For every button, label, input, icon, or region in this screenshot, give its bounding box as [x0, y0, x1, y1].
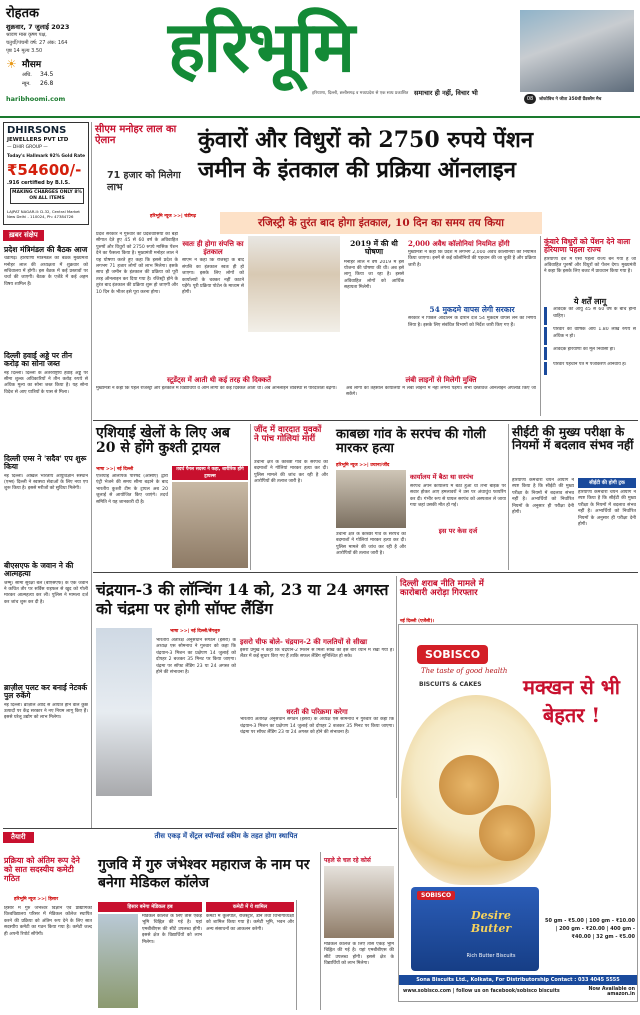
jind-body: उचाना क्षेत्र के काब्छा गांव के सरपंच का बदमाशों ने गोलियां मारकर हत्या कर दी। पुलिस मामले की जांच कर रही है और आरोपियों की तलाश जारी है। — [254, 460, 328, 485]
committee-label: कमेटी में ये शामिल — [206, 902, 294, 912]
pack-sub: Rich Butter Biscuits — [466, 953, 516, 959]
sarpanch-sub-2: इस पर केस दर्ज — [438, 527, 478, 535]
isro-box — [240, 638, 394, 798]
cases-box — [408, 306, 536, 372]
cet-headline: सीईटी की मुख्य परीक्षा के नियमों में बदलाव संभव नहीं — [512, 425, 634, 453]
vc-portrait — [324, 866, 394, 938]
colonies-text: मुख्यमंत्री ने कहा कि प्रदेश में लगभग 2,000 अवैध कॉलोनियों को नियमित किया जाएगा। इनमें से कई कॉलोनियों की पहचान की जा चुकी है और प्रक्रिया जारी है। — [408, 249, 536, 268]
existing-courses-label: पहले से चल रहे कोर्स — [324, 857, 371, 864]
cet-side-text: हरियाणा कर्मचारी चयन आयोग ने स्पष्ट किया है कि सीईटी की मुख्य परीक्षा के नियमों में बदलाव संभव नहीं है। अभ्यर्थियों को निर्धारित नियमों के अनुसार ही परीक्षा देनी होगी। — [578, 490, 636, 528]
ad-certified: .916 certified by B.I.S. — [7, 180, 70, 186]
brief-1-text: चंडीगढ़। हरियाणा मंत्रिमंडल की बैठक मुख्यमंत्री मनोहर लाल की अध्यक्षता में शुक्रवार को सचिवालय में होगी। इस बैठक में कई प्रस्तावों पर चर्चा की जाएगी। बैठक के एजेंडे में कई अहम विषय शामिल हैं। — [4, 256, 88, 287]
brief-4 — [4, 562, 88, 665]
temp-max: 34.5 — [40, 71, 54, 78]
cases-text: सरकार ने पिछले आंदोलन के दौरान दर्ज 54 मुकदमे वापस लेने का निर्णय लिया है। इसके लिए संबंधित विभागों को निर्देश जारी किए गए हैं। — [408, 316, 536, 328]
vc-quote: मेडिकल कॉलेज के लिए तीस एकड़ भूमि चिह्नित की गई है। यहां एमबीबीएस की सीटें उपलब्ध होंगी। इससे क्षेत्र के विद्यार्थियों को लाभ मिलेगा। — [324, 942, 394, 967]
campus-photo — [98, 914, 138, 1008]
committee-byline: हरिभूमि न्यूज >>| हिसार — [14, 897, 59, 902]
lead-strip-1 — [96, 376, 342, 414]
lead-strip-2 — [346, 376, 536, 414]
sidebar-title: कुंवारे विधुरों को पेंशन देने वाला हरियाणा पहला राज्य — [544, 237, 631, 255]
year-box — [344, 240, 404, 372]
masthead — [0, 0, 640, 118]
lead-kicker-sub: 71 हजार को मिलेगा लाभ — [107, 170, 181, 193]
sobisco-headline-2: बेहतर ! — [542, 703, 601, 727]
lead-kicker: सीएम मनोहर लाल का ऐलान — [95, 124, 177, 146]
biscuit-1 — [439, 755, 499, 815]
wrestling-headline: एशियाई खेलों के लिए अब 20 से होंगे कुश्ती ट्रायल — [96, 425, 230, 457]
weather-icon: ☀ — [6, 57, 17, 71]
photo-label: हिसार बनेगा मेडिकल हब — [98, 902, 202, 912]
campus-text: मेडिकल कॉलेज के लिए तीस एकड़ भूमि चिह्नित की गई है। यहां एमबीबीएस की सीटें उपलब्ध होंगी। इससे क्षेत्र के विद्यार्थियों को लाभ मिलेगा। — [142, 914, 202, 945]
website[interactable]: haribhoomi.com — [6, 95, 66, 103]
temp-min-label: न्यून. — [22, 81, 31, 87]
pack-brand: SOBISCO — [417, 891, 455, 900]
masthead-logo: हरिभूमि — [168, 6, 354, 88]
lead-headline: कुंवारों और विधुरों को 2750 रुपये पेंशन — [198, 127, 534, 153]
brief-3-text: नई दिल्ली। अखिल भारतीय आयुर्विज्ञान संस्थान (एम्स) दिल्ली ने स्वास्थ्य सेवाओं के लिए नया एप शुरू किया है। इससे मरीजों को सुविधा मिलेगी। — [4, 473, 88, 492]
lead-sidebar — [544, 238, 636, 416]
brief-5-title: ब्राज़ील पलट कर बनाई नेटवर्क पुल रुकेंगे — [4, 683, 88, 701]
ad-brand: DHIRSONS — [7, 125, 67, 136]
year-text: मनोहर लाल ने वर्ष 2019 में इस योजना की घोषणा की थी। अब इसे लागू किया जा रहा है। इससे अविवाहित लोगों को आर्थिक सहायता मिलेगी। — [344, 259, 404, 291]
brief-1 — [4, 246, 88, 308]
isro-box-text: इसरो प्रमुख ने कहा कि चंद्रयान-2 मिशन से मिली सीख को इस बार ध्यान में रखा गया है। लैंडर में कई सुधार किए गए हैं ताकि सफल लैंडिंग सुनिश्चित हो सके। — [240, 647, 394, 660]
brief-3-title: दिल्ली एम्स ने 'सदैव' एप शुरू किया — [4, 454, 87, 472]
sobisco-ad[interactable] — [398, 624, 638, 1002]
wrestling-photo-label: तदर्थ पैनल सदस्य ने कहा, शारीरिक होंगे ट्रायल्स — [172, 466, 248, 480]
condition-2: परिवार की वार्षिक आय 1.80 लाख रुपये से अधिक न हो। — [544, 327, 636, 345]
brief-1-title: प्रदेश मंत्रिमंडल की बैठक आज — [4, 245, 88, 254]
jind-headline: जींद में वारदात युवकों ने पांच गोलियां मारीं — [254, 425, 322, 445]
lead-banner: रजिस्ट्री के तुरंत बाद होगा इंतकाल, 10 दिन का समय तय किया — [220, 212, 542, 234]
sidebar-text: हरियाणा देश में ऐसा पहला राज्य बन गया है जो अविवाहित पुरुषों और विधुरों को पेंशन देगा। मुख्यमंत्री ने कहा कि इसके लिए बजट में प्रावधान किया गया है। — [544, 256, 636, 275]
lead-kicker-box — [95, 124, 191, 196]
committee-headline: प्रक्रिया को अंतिम रूप देने को सात सदस्यीय कमेटी गठित — [4, 855, 80, 883]
lead-body: प्रदेश सरकार ने गुरुवार को प्रदेशवासियों को बड़ी सौगात देते हुए 45 से 60 वर्ष के अविवाहित पुरुषों और विधुरों को 2750 रुपये मासिक पेंशन देने का फैसला किया है। मुख्यमंत्री मनोहर लाल ने यह घोषणा करते हुए कहा कि इससे प्रदेश के लगभग 71 हजार लोगों को लाभ मिलेगा। इसके साथ ही जमीन के इंतकाल की प्रक्रिया को पूरी तरह ऑनलाइन कर दिया गया है। रजिस्ट्री होने के तुरंत बाद इंतकाल की प्रक्रिया शुरू हो जाएगी और 10 दिन के भीतर इसे पूरा करना होगा। — [96, 232, 178, 295]
condition-4: परिवार पहचान पत्र में पंजीकरण अनिवार्य है। — [544, 362, 636, 375]
brief-3 — [4, 455, 88, 544]
sobisco-tagline: The taste of good health — [421, 667, 508, 675]
biscuit-2 — [479, 805, 535, 861]
condition-1: आवेदक की आयु 45 से 60 वर्ष के बीच होनी चाहिए। — [544, 307, 636, 325]
sarpanch-photo — [336, 470, 406, 528]
rocket-photo — [96, 628, 152, 796]
bottom-banner: तीस एकड़ में सेंट्रल स्पॉन्सर्ड स्कीम के तहत होगा स्थापित — [154, 832, 298, 840]
masthead-sports-photo — [520, 10, 634, 92]
strip-1-text: मुख्यमंत्री ने कहा कि पहले रजिस्ट्री और इंतकाल में विद्यार्थियों व आम लोगों को कई दिक्कतें आती थीं। अब ऑनलाइन व्यवस्था से पारदर्शिता बढ़ेगी। — [96, 385, 337, 391]
lead-box — [182, 240, 244, 374]
weather-label: मौसम — [22, 60, 42, 70]
biscuit-pack — [411, 887, 539, 971]
committee-body: हिसार में गुरु जंभेश्वर विज्ञान एवं प्रौद्योगिकी विश्वविद्यालय परिसर में मेडिकल कॉलेज स्थापित करने की प्रक्रिया को अंतिम रूप देने के लिए सात सदस्यीय कमेटी का गठन किया गया है। कमेटी जल्द ही अपनी रिपोर्ट सौंपेगी। — [4, 906, 92, 937]
cet-sub: सीईटी की होगी ट्रक — [578, 478, 636, 488]
ad-sub: JEWELLERS PVT LTD — [7, 137, 69, 143]
brief-5-text: नई दिल्ली। ब्राज़ील आदि से आयात होने वाले कुछ उत्पादों पर केंद्र सरकार ने नए नियम लागू किए हैं। इससे घरेलू उद्योग को लाभ मिलेगा। — [4, 702, 88, 721]
year-title: 2019 में की थी घोषणा — [350, 239, 398, 257]
medical-college-headline: गुजवि में गुरु जंभेश्वर महाराज के नाम पर बनेगा मेडिकल कॉलेज — [98, 857, 310, 891]
chandrayaan-body: भारतीय अंतरिक्ष अनुसंधान संगठन (इसरो) के अध्यक्ष एस सोमनाथ ने गुरुवार को कहा कि चंद्रयान-3 मिशन का प्रक्षेपण 14 जुलाई को दोपहर 2 बजकर 35 मिनट पर किया जाएगा। चंद्रमा पर सॉफ्ट लैंडिंग 23 या 24 अगस्त को होने की संभावना है। — [156, 638, 236, 676]
brief-4-title: बीएसएफ के जवान ने की आत्महत्या — [4, 561, 74, 579]
photo-caption: जोकोविच ने जीता 350वीं ग्रैंडस्लैम मैच — [539, 97, 602, 102]
conditions-title: ये शर्तें लागू — [573, 295, 607, 306]
issue-meta-1: श्रावण मास कृष्ण पक्ष, — [6, 32, 47, 38]
tagline-left: हरियाणा, दिल्ली, छत्तीसगढ़ व मध्यप्रदेश से एक साथ प्रकाशित — [312, 91, 409, 96]
sobisco-prices: 50 gm - ₹5.00 | 100 gm - ₹10.00 | 200 gm - ₹20.00 | 400 gm - ₹40.00 | 32 gm - ₹5.00 — [545, 918, 635, 940]
brief-2-title: दिल्ली हवाई अड्डे पर तीन करोड़ का सोना जब्त — [4, 351, 73, 369]
strip-1-title: स्टूडेंट्स में आती थी कई तरह की दिक्कतें — [166, 375, 272, 384]
sobisco-web[interactable]: www.sobisco.com | follow us on facebook/sobisco biscuits — [403, 989, 560, 994]
ad-making: MAKING CHARGES ONLY 8% ON ALL ITEMS — [10, 188, 84, 204]
sarpanch-headline: काबछा गांव के सरपंच की गोली मारकर हत्या — [336, 427, 486, 457]
dhirsons-ad[interactable] — [3, 122, 89, 225]
delhi-liquor-headline: दिल्ली शराब नीति मामले में कारोबारी अरोड़ा गिरफ्तार — [400, 579, 484, 599]
ad-address: LAJPAT NAGAR-II: D-32, Central Market New Delhi - 110024, Ph: 47384726 — [7, 209, 80, 219]
page-number: 08 — [524, 94, 536, 104]
brief-2 — [4, 352, 88, 425]
condition-3: आवेदक हरियाणा का मूल निवासी हो। — [544, 347, 636, 360]
ad-rate-label: Today's Hallmark 92% Gold Rate — [7, 154, 86, 159]
section-briefs — [3, 230, 89, 242]
colonies-box — [408, 240, 536, 302]
chandrayaan-byline: भाषा >>| नई दिल्ली/बेंगलुरु — [170, 629, 220, 634]
sobisco-headline: मक्खन से भी — [523, 675, 620, 699]
issue-date: शुक्रवार, 7 जुलाई 2023 — [6, 23, 70, 31]
strip-2-title: लंबी लाइनों से मिलेगी मुक्ति — [405, 375, 477, 384]
lead-byline: हरिभूमि न्यूज >>| चंडीगढ़ — [150, 214, 197, 219]
pack-name: Desire Butter — [470, 909, 512, 935]
sarpanch-body-2: उचाना क्षेत्र के काब्छा गांव के सरपंच का बदमाशों ने गोलियां मारकर हत्या कर दी। पुलिस मामले की जांच कर रही है और आरोपियों की तलाश जारी है। — [336, 532, 406, 557]
temp-max-label: अधि. — [22, 72, 32, 78]
isro-box-sub: धरती की परिक्रमा करेगा — [286, 706, 348, 716]
bottom-section-label: तैयारी — [3, 832, 34, 843]
lead-box-title: स्वतः ही होगा संपत्ति का इंतकाल — [182, 239, 244, 256]
briefs-label: ख़बर संक्षेप — [3, 230, 44, 241]
colonies-title: 2,000 अवैध कॉलोनियां नियमित होंगी — [408, 239, 510, 248]
amazon-badge: Now Available on amazon.in — [588, 987, 635, 997]
wrestling-body: एशियाई ओलंपिक परिषद (ओसीए) द्वारा एंट्री भेजने की समय सीमा बढ़ाने के बाद भारतीय कुश्ती टीम के ट्रायल अब 20 जुलाई से आयोजित किए जाएंगे। तदर्थ समिति ने यह जानकारी दी है। — [96, 474, 168, 505]
cases-title: 54 मुकदमे वापस लेगी सरकार — [429, 305, 515, 314]
issue-meta-3: पृष्ठ 14 मूल्य 3.50 — [6, 48, 43, 54]
sarpanch-body: सरपंच अपने कार्यालय में बैठा हुआ था तभी बाइक पर सवार होकर आए हमलावरों ने उस पर अंधाधुंध फायरिंग कर दी। गंभीर रूप से घायल सरपंच को अस्पताल ले जाया गया जहां उसकी मौत हो गई। — [410, 484, 506, 509]
strip-2-text: अब लोगों को तहसील कार्यालयों में लंबी लाइनों में नहीं लगना पड़ेगा। सभी दस्तावेज ऑनलाइन अपलोड किए जा सकेंगे। — [346, 385, 536, 398]
lead-subhead: जमीन के इंतकाल की प्रक्रिया ऑनलाइन — [198, 157, 516, 183]
issue-meta-2: चतुर्थी/पंचमी वर्ष: 27 अंक: 164 — [6, 40, 68, 46]
ad-group: — DHIR GROUP — — [7, 145, 48, 150]
cm-portrait — [248, 236, 340, 332]
wrestling-photo — [172, 482, 248, 568]
sobisco-logo: SOBISCO — [417, 645, 488, 664]
sarpanch-byline: हरिभूमि न्यूज >>| उचाना/जींद — [336, 463, 390, 468]
chandrayaan-headline: चंद्रयान-3 की लॉन्चिंग 14 को, 23 या 24 अगस्त को चंद्रमा पर होगी सॉफ्ट लैंडिंग — [96, 580, 389, 618]
city-name: रोहतक — [6, 6, 39, 21]
cet-body: हरियाणा कर्मचारी चयन आयोग ने स्पष्ट किया है कि सीईटी की मुख्य परीक्षा के नियमों में बदलाव संभव नहीं है। अभ्यर्थियों को निर्धारित नियमों के अनुसार ही परीक्षा देनी होगी। — [512, 478, 574, 516]
delhi-liquor-byline: नई दिल्ली (एजेंसी)। — [400, 619, 435, 624]
brief-4-text: जम्मू। सीमा सुरक्षा बल (बीएसएफ) के एक जवान ने कथित तौर पर सर्विस राइफल से खुद को गोली मारकर आत्महत्या कर ली। पुलिस ने मामला दर्ज कर जांच शुरू कर दी है। — [4, 580, 88, 605]
brief-2-text: नई दिल्ली। दिल्ली के अंतरराष्ट्रीय हवाई अड्डे पर सीमा शुल्क अधिकारियों ने तीन करोड़ रुपये से अधिक मूल्य का सोना जब्त किया है। यह सोना विदेश से आए यात्रियों के पास से मिला। — [4, 370, 88, 395]
tagline-right: समाचार ही नहीं, विचार भी — [414, 89, 478, 97]
sobisco-company: Sona Biscuits Ltd., Kolkata, For Distributorship Contact : 033 4045 5555 — [399, 975, 637, 985]
lead-box-text: सीएम ने कहा कि रजिस्ट्री के बाद संपत्ति का इंतकाल स्वतः ही हो जाएगा। इसके लिए लोगों को कार्यालयों के चक्कर नहीं काटने पड़ेंगे। पूरी प्रक्रिया पोर्टल के माध्यम से होगी। — [182, 258, 244, 296]
isro-box-title: इसरो चीफ बोले- चंद्रयान-2 की गलतियों से सीखा — [240, 637, 368, 646]
wrestling-byline: भाषा >>| नई दिल्ली — [96, 467, 134, 472]
ad-price: ₹54600/- — [7, 161, 82, 179]
isro-box-text-2: भारतीय अंतरिक्ष अनुसंधान संगठन (इसरो) के अध्यक्ष एस सोमनाथ ने गुरुवार को कहा कि चंद्रयान-3 मिशन का प्रक्षेपण 14 जुलाई को दोपहर 2 बजकर 35 मिनट पर किया जाएगा। चंद्रमा पर सॉफ्ट लैंडिंग 23 या 24 अगस्त को होने की संभावना है। — [240, 717, 394, 736]
sobisco-category: BISCUITS & CAKES — [419, 681, 482, 688]
sarpanch-sub-1: कार्यालय में बैठा था सरपंच — [410, 473, 474, 481]
brief-5 — [4, 684, 88, 773]
temp-min: 26.8 — [40, 80, 54, 87]
committee-members: कमेटी में कुलपति, रजिस्ट्रार, डीन तथा विभागाध्यक्षों को शामिल किया गया है। कमेटी भूमि, भवन और अन्य संसाधनों का आकलन करेगी। — [206, 914, 294, 932]
